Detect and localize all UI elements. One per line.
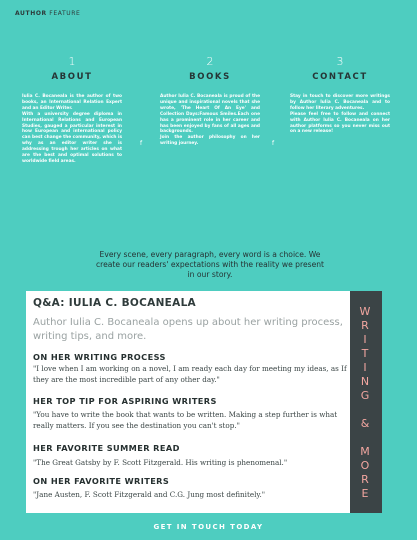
brand-label [15,10,80,17]
books-column [160,55,260,147]
contact-number: 3 [336,55,344,68]
qa-card [26,291,350,513]
books-body [160,94,260,147]
sidebar-letter: R [361,319,371,332]
answer-text: "You have to write the book that wants to be written. Making a step further is what really matters. If you see the destination you can't stop." [33,410,338,430]
pull-quote: Every scene, every paragraph, every word is a choice. We create our readers' expectations with the reality we present in our story. [95,250,325,279]
qa-intro: Author Iulia C. Bocaneala opens up about her writing process, writing tips, and more. [33,317,343,342]
books-heading: BOOKS [189,72,231,82]
about-heading: ABOUT [51,72,93,82]
contact-paragraph: Stay in touch to discover more writings by Author Iulia C. Bocaneala and to follow her literary adventures. [290,94,390,111]
books-number: 2 [206,55,214,68]
question-heading: ON HER WRITING PROCESS [33,352,166,362]
brand-light: FEATURE [49,10,81,17]
brand-bold: AUTHOR [15,10,47,17]
separator-mark: f [140,140,143,147]
writing-more-sidebar [350,291,382,513]
answer-text: "The Great Gatsby by F. Scott Fitzgerald. His writing is phenomenal." [33,458,288,467]
sidebar-letter: T [361,347,371,360]
sidebar-letter: R [361,473,371,486]
writing-more-vertical-text [350,305,382,501]
contact-body [290,94,390,135]
contact-paragraph: Please feel free to follow and connect with Author Iulia C. Bocaneala on her author platforms so you never miss out on a new release! [290,111,390,135]
sidebar-letter: O [360,459,372,472]
answer-text: "Jane Austen, F. Scott Fitzgerald and C.G. Jung most definitely." [33,490,266,499]
about-body [22,94,122,165]
about-number: 1 [68,55,76,68]
sidebar-letter [363,431,369,445]
sidebar-letter: W [359,305,373,318]
question-heading: HER TOP TIP FOR ASPIRING WRITERS [33,396,217,406]
question-heading: ON HER FAVORITE WRITERS [33,476,170,486]
sidebar-letter: E [361,487,371,500]
sidebar-letter: G [360,389,372,402]
answer-text: "I love when I am working on a novel, I am ready each day for meeting my ideas, as If they are the most incredible part of any other day." [33,364,347,384]
books-paragraph: Author Iulia C. Bocaneala is proud of the unique and inspirational novels that she wrote, 'The Heart Of An Eye' and Collection Days:Famous Smiles.Each one has a prominent role in her career and has been enjoyed by fans of all ages and backgrounds. [160,94,260,135]
separator-mark: f [272,140,275,147]
contact-column [290,55,390,135]
question-heading: HER FAVORITE SUMMER READ [33,443,180,453]
about-column [22,55,122,165]
sidebar-letter: I [363,361,369,374]
sidebar-letter: & [360,417,372,430]
about-paragraph: Iulia C. Bocaneala is the author of two books, an International Relation Expert and an Editor Writer. [22,94,122,111]
books-paragraph: Join the author philosophy on her writing journey. [160,135,260,147]
qa-title: Q&A: IULIA C. BOCANEALA [33,297,196,309]
about-paragraph: With a university degree diploma in International Relations and European Studies, gauged a particular interest in how European and international policy can best change the community, which is why as an editor writer she is addressing trough her articles on what are the best and optimal solutions to worldwide field areas. [22,111,123,164]
sidebar-letter [363,403,369,417]
get-in-touch-link[interactable]: GET IN TOUCH TODAY [153,523,264,531]
sidebar-letter: M [360,445,372,458]
contact-heading: CONTACT [312,72,368,82]
sidebar-letter: N [360,375,372,388]
sidebar-letter: I [363,333,369,346]
